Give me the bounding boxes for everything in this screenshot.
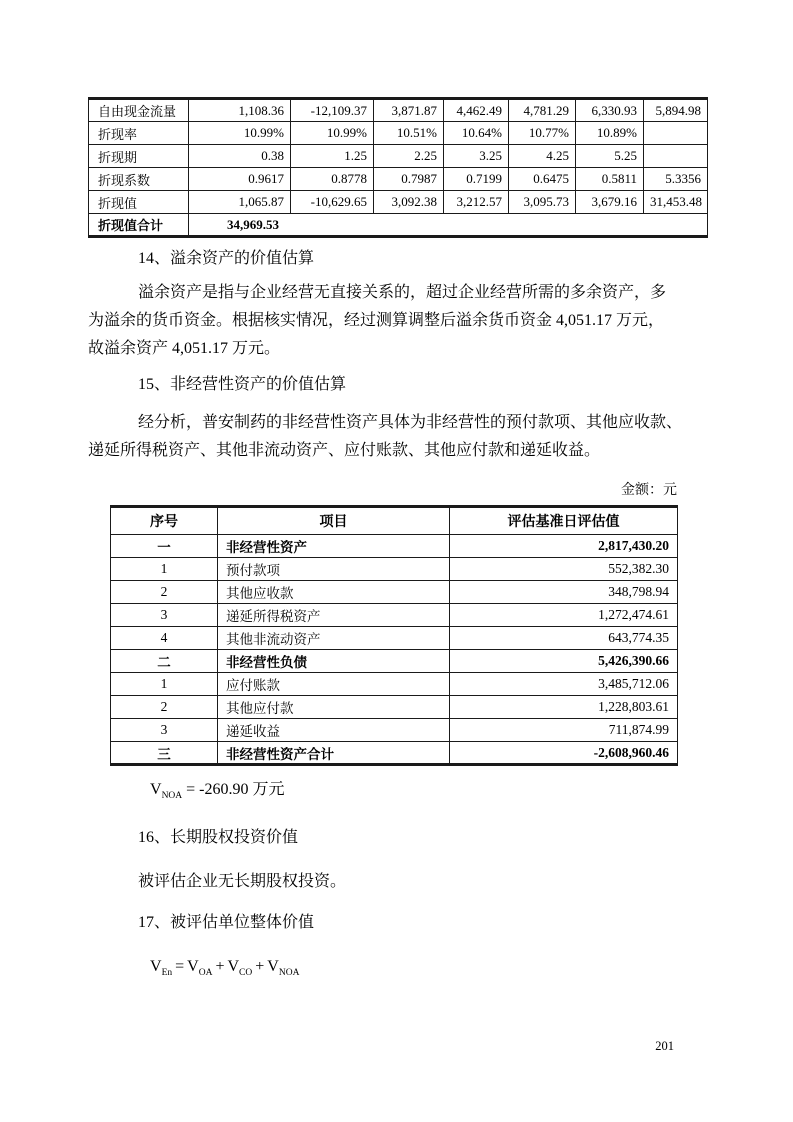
table-row — [111, 719, 678, 742]
cell: 3,679.16 — [576, 191, 644, 214]
formula-variable: V — [150, 781, 162, 798]
cell-item: 非经营性负债 — [218, 650, 450, 673]
plus-sign: + — [255, 958, 265, 976]
cell-no: 2 — [111, 581, 218, 604]
paragraph-line: 溢余资产是指与企业经营无直接关系的，超过企业经营所需的多余资产，多 — [138, 284, 667, 301]
section-17-heading: 17、被评估单位整体价值 — [138, 914, 315, 932]
formula-variable: V — [267, 958, 279, 976]
equals-sign: = — [175, 958, 185, 976]
formula-result: = -260.90 万元 — [186, 781, 285, 798]
cell: -10,629.65 — [291, 191, 374, 214]
cell-value: 3,485,712.06 — [450, 673, 678, 696]
row-label: 折现期 — [89, 145, 189, 168]
cell: 0.7987 — [374, 168, 444, 191]
cell: 0.8778 — [291, 168, 374, 191]
cell: 0.38 — [189, 145, 291, 168]
formula-variable: V — [227, 958, 240, 976]
cell-value: -2,608,960.46 — [450, 742, 678, 765]
formula-variable: V — [150, 958, 162, 976]
formula-vnoa — [88, 780, 707, 806]
cell-value: 711,874.99 — [450, 719, 678, 742]
cell-no: 4 — [111, 627, 218, 650]
table-row — [89, 99, 708, 122]
section-14-heading: 14、溢余资产的价值估算 — [138, 250, 315, 267]
cell-item: 非经营性资产 — [218, 535, 450, 558]
total-value: 34,969.53 — [189, 214, 708, 237]
non-operating-assets-table — [110, 505, 678, 766]
row-label: 折现率 — [89, 122, 189, 145]
row-label: 折现系数 — [89, 168, 189, 191]
section-15-paragraph — [88, 409, 707, 465]
section-16-body: 被评估企业无长期股权投资。 — [138, 873, 347, 891]
table-row — [111, 581, 678, 604]
cell-item: 递延收益 — [218, 719, 450, 742]
table-row — [111, 696, 678, 719]
cell-value: 643,774.35 — [450, 627, 678, 650]
cell — [644, 145, 708, 168]
cell: 10.64% — [444, 122, 509, 145]
cell: 4.25 — [509, 145, 576, 168]
cell: 10.99% — [291, 122, 374, 145]
cell-item: 预付款项 — [218, 558, 450, 581]
cell-no: 3 — [111, 604, 218, 627]
cell: 5,894.98 — [644, 99, 708, 122]
cell: 4,462.49 — [444, 99, 509, 122]
column-header-item: 项目 — [218, 507, 450, 535]
discount-value-table — [88, 97, 708, 238]
cell-no: 3 — [111, 719, 218, 742]
cell: 10.77% — [509, 122, 576, 145]
cell: 3,092.38 — [374, 191, 444, 214]
plus-sign: + — [215, 958, 225, 976]
table-row — [111, 650, 678, 673]
table-row — [89, 191, 708, 214]
cell-value: 1,272,474.61 — [450, 604, 678, 627]
amount-unit-note: 金额：元 — [621, 483, 677, 498]
table-row — [111, 604, 678, 627]
cell-value: 2,817,430.20 — [450, 535, 678, 558]
table-row — [89, 122, 708, 145]
table-row — [89, 168, 708, 191]
section-15-heading: 15、非经营性资产的价值估算 — [138, 376, 347, 393]
cell: 31,453.48 — [644, 191, 708, 214]
cell-no: 一 — [111, 535, 218, 558]
cell: 5.3356 — [644, 168, 708, 191]
cell: 0.9617 — [189, 168, 291, 191]
table-header-row — [111, 507, 678, 535]
formula-subscript: NOA — [278, 968, 300, 979]
cell-no: 1 — [111, 673, 218, 696]
formula-subscript: OA — [198, 968, 213, 979]
table-row — [111, 673, 678, 696]
table-row — [111, 558, 678, 581]
cell: 1,065.87 — [189, 191, 291, 214]
section-14-paragraph — [88, 279, 707, 363]
cell: 2.25 — [374, 145, 444, 168]
page-number: 201 — [655, 1039, 674, 1053]
section-16-heading: 16、长期股权投资价值 — [138, 829, 299, 847]
cell: 0.7199 — [444, 168, 509, 191]
cell: 3.25 — [444, 145, 509, 168]
paragraph-line: 为溢余的货币资金。根据核实情况，经过测算调整后溢余货币资金 4,051.17 万元， — [88, 312, 665, 329]
paragraph-line: 递延所得税资产、其他非流动资产、应付账款、其他应付款和递延收益。 — [88, 442, 601, 459]
cell-value: 1,228,803.61 — [450, 696, 678, 719]
table-row — [111, 627, 678, 650]
cell: -12,109.37 — [291, 99, 374, 122]
cell-item: 非经营性资产合计 — [218, 742, 450, 765]
column-header-value: 评估基准日评估值 — [450, 507, 678, 535]
cell: 4,781.29 — [509, 99, 576, 122]
cell: 6,330.93 — [576, 99, 644, 122]
table-total-row — [111, 742, 678, 765]
total-label: 折现值合计 — [89, 214, 189, 237]
cell: 0.5811 — [576, 168, 644, 191]
cell-item: 应付账款 — [218, 673, 450, 696]
cell: 10.51% — [374, 122, 444, 145]
cell-item: 其他非流动资产 — [218, 627, 450, 650]
formula-ven — [88, 957, 707, 983]
paragraph-line: 故溢余资产 4,051.17 万元。 — [88, 340, 281, 357]
cell-no: 三 — [111, 742, 218, 765]
cell: 5.25 — [576, 145, 644, 168]
cell-item: 其他应收款 — [218, 581, 450, 604]
cell: 10.99% — [189, 122, 291, 145]
cell: 3,212.57 — [444, 191, 509, 214]
paragraph-line: 经分析，普安制药的非经营性资产具体为非经营性的预付款项、其他应收款、 — [138, 414, 683, 431]
table-row — [111, 535, 678, 558]
cell: 10.89% — [576, 122, 644, 145]
row-label: 自由现金流量 — [89, 99, 189, 122]
cell: 3,871.87 — [374, 99, 444, 122]
cell-item: 递延所得税资产 — [218, 604, 450, 627]
cell-no: 2 — [111, 696, 218, 719]
table-total-row — [89, 214, 708, 237]
cell: 0.6475 — [509, 168, 576, 191]
table-row — [89, 145, 708, 168]
cell-value: 348,798.94 — [450, 581, 678, 604]
cell: 1,108.36 — [189, 99, 291, 122]
formula-subscript: NOA — [161, 791, 183, 802]
cell-value: 552,382.30 — [450, 558, 678, 581]
cell-value: 5,426,390.66 — [450, 650, 678, 673]
cell: 1.25 — [291, 145, 374, 168]
column-header-no: 序号 — [111, 507, 218, 535]
cell-no: 二 — [111, 650, 218, 673]
formula-subscript: En — [161, 968, 173, 979]
row-label: 折现值 — [89, 191, 189, 214]
cell-no: 1 — [111, 558, 218, 581]
formula-subscript: CO — [239, 968, 253, 979]
cell: 3,095.73 — [509, 191, 576, 214]
cell-item: 其他应付款 — [218, 696, 450, 719]
formula-variable: V — [187, 958, 199, 976]
cell — [644, 122, 708, 145]
